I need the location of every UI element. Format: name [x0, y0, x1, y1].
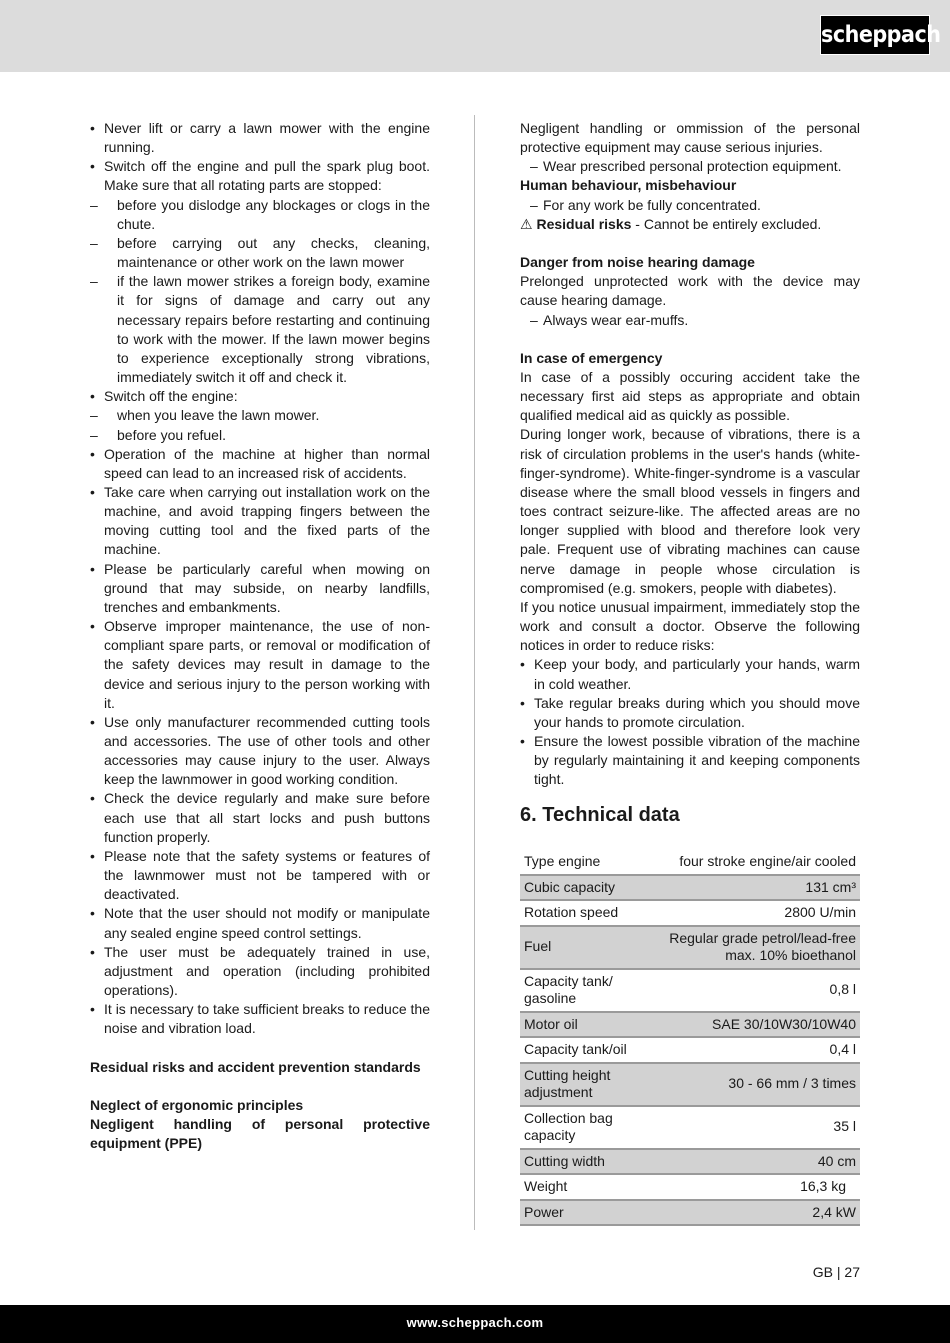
bullet-item: • Take regular breaks during which you should move your hands to promote circulation. [520, 694, 860, 732]
spacer [520, 330, 860, 349]
row-value: 0,8 l [640, 969, 860, 1012]
paragraph: If you notice unusual impairment, immediately stop the work and consult a doctor. Observe the following notices in order to reduce risks: [520, 598, 860, 654]
row-label: Motor oil [520, 1012, 640, 1038]
bold-heading: Danger from noise hearing damage [520, 254, 755, 271]
table-row [520, 875, 860, 901]
row-value: 0,4 l [640, 1037, 860, 1063]
bullet-item: • Use only manufacturer recommended cutting tools and accessories. The use of other tools and other accessories may cause injury to the user. Always keep the lawnmower in good working condition. [90, 713, 430, 790]
row-label: Power [520, 1200, 640, 1226]
page-number: GB | 27 [812, 1264, 860, 1280]
row-value: 30 - 66 mm / 3 times [640, 1063, 860, 1106]
right-column [520, 119, 860, 789]
bullet-item: • Switch off the engine and pull the spark plug boot. Make sure that all rotating parts are stopped: [90, 157, 430, 195]
row-value: 2,4 kW [640, 1200, 860, 1226]
row-value: 35 l [640, 1106, 860, 1149]
row-label: Cutting height adjustment [520, 1063, 640, 1106]
bullet-item: • Keep your body, and particularly your hands, warm in cold weather. [520, 655, 860, 693]
bullet-item: • Never lift or carry a lawn mower with the engine running. [90, 119, 430, 157]
row-value: 16,3 kg [640, 1174, 860, 1200]
table-row [520, 850, 860, 875]
row-label: Fuel [520, 926, 640, 969]
row-label: Cutting width [520, 1149, 640, 1175]
row-label: Capacity tank/ gasoline [520, 969, 640, 1012]
bold-heading: Negligent handling of personal protective equipment (PPE) [90, 1116, 430, 1152]
bullet-item: • Note that the user should not modify or manipulate any sealed engine speed control settings. [90, 904, 430, 942]
row-value: 131 cm³ [640, 875, 860, 901]
dash-item: – For any work be fully concentrated. [520, 196, 860, 215]
table-row [520, 926, 860, 969]
row-value: four stroke engine/air cooled [640, 850, 860, 875]
website-url: www.scheppach.com [406, 1315, 544, 1330]
table-row [520, 1106, 860, 1149]
table-row [520, 1063, 860, 1106]
left-column [90, 119, 430, 1153]
row-label: Rotation speed [520, 900, 640, 926]
bold-heading: In case of emergency [520, 349, 663, 366]
row-label: Type engine [520, 850, 640, 875]
spacer [90, 1077, 430, 1096]
row-value: Regular grade petrol/lead-free max. 10% bioethanol [640, 926, 860, 969]
bullet-item: • Ensure the lowest possible vibration of the machine by regularly maintaining it and keeping components tight. [520, 732, 860, 789]
section-heading-technical-data: 6. Technical data [520, 804, 680, 826]
warning-label: Residual risks [536, 215, 632, 232]
table-row [520, 1174, 860, 1200]
dash-item: – before you dislodge any blockages or clogs in the chute. [90, 196, 430, 234]
row-label: Cubic capacity [520, 875, 640, 901]
page-footer [0, 1305, 950, 1343]
paragraph: During longer work, because of vibrations, there is a risk of circulation problems in the user's hands (white-finger-syndrome). White-finger-syndrome is a vascular disease where the small blood vessels in fingers and toes contract seizure-like. The affected areas are no longer supplied with blood and therefore look very pale. Frequent use of vibrating machines can cause nerve damage in people whose circulation is compromised (e.g. smokers, people with diabetes). [520, 426, 860, 596]
row-value: SAE 30/10W30/10W40 [640, 1012, 860, 1038]
dash-item: – before you refuel. [90, 426, 430, 445]
bullet-item: • Please note that the safety systems or features of the lawnmower must not be tampered with or deactivated. [90, 847, 430, 904]
table-row [520, 1012, 860, 1038]
page-header [0, 0, 950, 72]
spacer [520, 234, 860, 253]
paragraph: Prelonged unprotected work with the device may cause hearing damage. [520, 273, 860, 309]
bullet-item: • Check the device regularly and make sure before each use that all start locks and push buttons function properly. [90, 789, 430, 846]
warning-triangle-icon: ⚠ [520, 215, 533, 232]
bullet-item: • The user must be adequately trained in use, adjustment and operation (including prohibited operations). [90, 943, 430, 1000]
bold-heading: Human behaviour, misbehaviour [520, 177, 737, 194]
row-label: Weight [520, 1174, 640, 1200]
warning-line [520, 215, 860, 234]
table-row [520, 900, 860, 926]
dash-item: – when you leave the lawn mower. [90, 406, 430, 425]
dash-item: – Wear prescribed personal protection equipment. [520, 157, 860, 176]
table-row [520, 1037, 860, 1063]
scheppach-logo: scheppach [820, 15, 930, 55]
bullet-item: • Take care when carrying out installation work on the machine, and avoid trapping fingers between the moving cutting tool and the fixed parts of the machine. [90, 483, 430, 560]
bullet-item: • It is necessary to take sufficient breaks to reduce the noise and vibration load. [90, 1000, 430, 1038]
bold-heading: Neglect of ergonomic principles [90, 1096, 304, 1113]
row-label: Collection bag capacity [520, 1106, 640, 1149]
row-value: 40 cm [640, 1149, 860, 1175]
column-divider [474, 115, 475, 1230]
bullet-item: • Observe improper maintenance, the use of non-compliant spare parts, or removal or modification of the safety devices may result in damage to the device and serious injury to the person working with it. [90, 617, 430, 713]
row-value: 2800 U/min [640, 900, 860, 926]
bullet-item: • Please be particularly careful when mowing on ground that may subside, on nearby landfills, trenches and embankments. [90, 560, 430, 617]
paragraph: In case of a possibly occuring accident take the necessary first aid steps as appropriate and obtain qualified medical aid as quickly as possible. [520, 369, 860, 424]
technical-data-table [520, 850, 860, 1226]
table-row [520, 969, 860, 1012]
bold-heading: Residual risks and accident prevention standards [90, 1058, 421, 1075]
table-row [520, 1200, 860, 1226]
warning-text: - Cannot be entirely excluded. [631, 215, 822, 232]
paragraph: Negligent handling or ommission of the personal protective equipment may cause serious injuries. [520, 120, 860, 156]
dash-item: – if the lawn mower strikes a foreign body, examine it for signs of damage and carry out any necessary repairs before restarting and continuing to work with the mower. If the lawn mower begins to experience exceptionally strong vibrations, immediately switch it off and check it. [90, 272, 430, 387]
bullet-item: • Operation of the machine at higher than normal speed can lead to an increased risk of accidents. [90, 445, 430, 483]
row-label: Capacity tank/oil [520, 1037, 640, 1063]
dash-item: – Always wear ear-muffs. [520, 311, 860, 330]
table-row [520, 1149, 860, 1175]
bullet-item: • Switch off the engine: [90, 387, 430, 406]
spacer [90, 1039, 430, 1058]
dash-item: – before carrying out any checks, cleaning, maintenance or other work on the lawn mower [90, 234, 430, 272]
